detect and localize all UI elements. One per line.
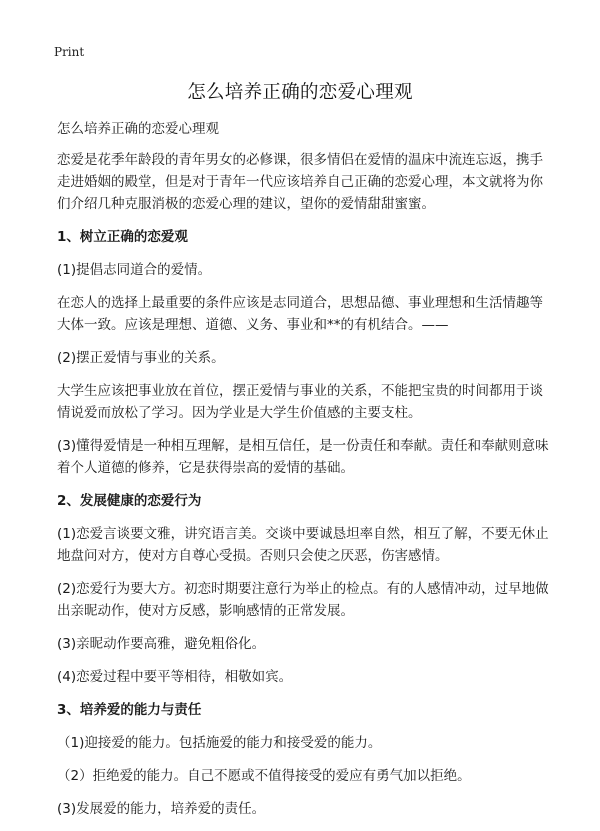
paragraph: (2)恋爱行为要大方。初恋时期要注意行为举止的检点。有的人感情冲动，过早地做出亲昵动作，使对方反感，影响感情的正常发展。 xyxy=(57,581,549,619)
paragraph: (3)亲昵动作要高雅，避免粗俗化。 xyxy=(57,636,266,652)
paragraph: （2）拒绝爱的能力。自己不愿或不值得接受的爱应有勇气加以拒绝。 xyxy=(57,768,471,784)
paragraph: (4)恋爱过程中要平等相待，相敬如宾。 xyxy=(57,669,293,685)
section-heading-1: 1、树立正确的恋爱观 xyxy=(57,229,188,245)
paragraph: (1)提倡志同道合的爱情。 xyxy=(57,262,212,278)
paragraph: 大学生应该把事业放在首位，摆正爱情与事业的关系，不能把宝贵的时间都用于谈情说爱而放松了学习。因为学业是大学生价值感的主要支柱。 xyxy=(57,383,543,421)
document-body xyxy=(57,118,550,831)
paragraph: 在恋人的选择上最重要的条件应该是志同道合，思想品德、事业理想和生活情趣等大体一致。应该是理想、道德、义务、事业和**的有机结合。—— xyxy=(57,295,543,333)
paragraph: (3)发展爱的能力，培养爱的责任。 xyxy=(57,801,266,817)
paragraph: (2)摆正爱情与事业的关系。 xyxy=(57,350,225,366)
paragraph: (3)懂得爱情是一种相互理解，是相互信任，是一份责任和奉献。责任和奉献则意味着个人道德的修养，它是获得崇高的爱情的基础。 xyxy=(57,438,549,476)
paragraph: （1)迎接爱的能力。包括施爱的能力和接受爱的能力。 xyxy=(57,735,382,751)
document-subtitle: 怎么培养正确的恋爱心理观 xyxy=(57,121,219,137)
section-heading-3: 3、培养爱的能力与责任 xyxy=(57,702,202,718)
section-heading-2: 2、发展健康的恋爱行为 xyxy=(57,493,202,509)
intro-paragraph: 恋爱是花季年龄段的青年男女的必修课，很多情侣在爱情的温床中流连忘返，携手走进婚姻的殿堂，但是对于青年一代应该培养自己正确的恋爱心理，本文就将为你们介绍几种克服消极的恋爱心理的建议，望你的爱情甜甜蜜蜜。 xyxy=(57,152,543,212)
document-title: 怎么培养正确的恋爱心理观 xyxy=(187,82,413,103)
paragraph: (1)恋爱言谈要文雅，讲究语言美。交谈中要诚恳坦率自然，相互了解，不要无休止地盘问对方，使对方自尊心受损。否则只会使之厌恶，伤害感情。 xyxy=(57,526,549,564)
print-label[interactable]: Print xyxy=(54,45,85,59)
